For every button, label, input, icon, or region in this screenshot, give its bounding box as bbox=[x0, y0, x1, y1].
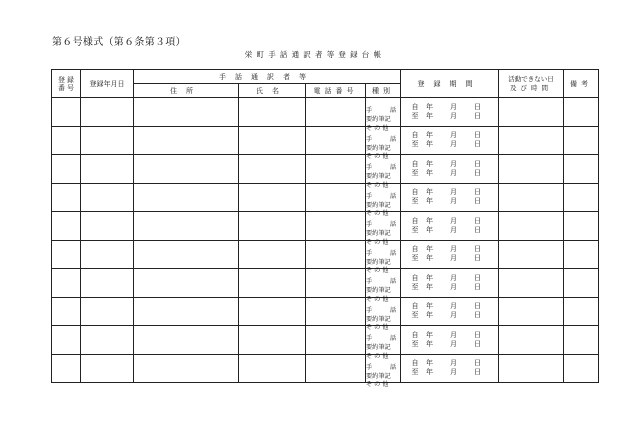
period-month-unit: 月 bbox=[450, 339, 457, 348]
phone-cell[interactable] bbox=[306, 98, 366, 127]
type-option-text: 要約筆記 bbox=[366, 287, 391, 295]
period-year-unit: 年 bbox=[426, 111, 433, 120]
type-option bbox=[366, 202, 398, 211]
table-row bbox=[52, 212, 599, 241]
type-option-text: 要約筆記 bbox=[366, 116, 391, 124]
remarks-cell[interactable] bbox=[564, 326, 599, 355]
period-month-unit: 月 bbox=[450, 245, 457, 254]
period-from-line bbox=[401, 274, 498, 283]
registration-ledger-table bbox=[51, 69, 599, 389]
period-day-unit: 日 bbox=[474, 216, 481, 225]
type-option-text: 要約筆記 bbox=[366, 372, 391, 380]
name-cell[interactable] bbox=[239, 297, 306, 326]
type-option bbox=[366, 210, 398, 219]
reg-date-cell[interactable] bbox=[81, 126, 134, 155]
type-option bbox=[366, 259, 398, 268]
page-title: 栄町手話通訳者等登録台帳 bbox=[244, 50, 386, 59]
name-cell[interactable] bbox=[239, 326, 306, 355]
period-day-unit: 日 bbox=[474, 168, 481, 177]
type-option bbox=[366, 287, 398, 296]
phone-cell[interactable] bbox=[306, 126, 366, 155]
phone-cell[interactable] bbox=[306, 326, 366, 355]
period-day-unit: 日 bbox=[474, 159, 481, 168]
name-cell[interactable] bbox=[239, 354, 306, 383]
type-option-text: 要約筆記 bbox=[366, 258, 391, 266]
address-cell[interactable] bbox=[134, 326, 239, 355]
remarks-cell[interactable] bbox=[564, 212, 599, 241]
unavailable-cell[interactable] bbox=[499, 212, 564, 241]
reg-no-cell[interactable] bbox=[52, 155, 81, 184]
type-option-text: そ の 他 bbox=[366, 352, 389, 360]
period-cell bbox=[401, 212, 499, 241]
phone-cell[interactable] bbox=[306, 354, 366, 383]
period-day-unit: 日 bbox=[474, 102, 481, 111]
header-reg-no-line2: 番 号 bbox=[58, 83, 74, 92]
period-from-label: 自 bbox=[411, 273, 419, 282]
type-option-text: 手 bbox=[366, 164, 373, 172]
reg-date-cell[interactable] bbox=[81, 183, 134, 212]
phone-cell[interactable] bbox=[306, 297, 366, 326]
period-day-unit: 日 bbox=[474, 225, 481, 234]
table-row bbox=[52, 269, 599, 298]
period-year-unit: 年 bbox=[426, 245, 433, 254]
type-option-text: 要約筆記 bbox=[366, 201, 391, 209]
type-option bbox=[366, 296, 398, 305]
period-day-unit: 日 bbox=[474, 302, 481, 311]
type-option-text: 話 bbox=[389, 221, 396, 229]
period-from-line bbox=[401, 331, 498, 340]
name-cell[interactable] bbox=[239, 126, 306, 155]
address-cell[interactable] bbox=[134, 212, 239, 241]
header-registration-date: 登録年月日 bbox=[81, 70, 134, 98]
type-option-text: 手 bbox=[366, 363, 373, 371]
period-from-label: 自 bbox=[411, 245, 419, 254]
header-type: 種別 bbox=[366, 84, 401, 98]
unavailable-cell[interactable] bbox=[499, 326, 564, 355]
name-cell[interactable] bbox=[239, 98, 306, 127]
table-row bbox=[52, 155, 599, 184]
period-to-line bbox=[401, 197, 498, 206]
table-row bbox=[52, 297, 599, 326]
period-day-unit: 日 bbox=[474, 282, 481, 291]
unavailable-cell[interactable] bbox=[499, 155, 564, 184]
period-to-line bbox=[401, 226, 498, 235]
period-from-line bbox=[401, 302, 498, 311]
period-year-unit: 年 bbox=[426, 131, 433, 140]
unavailable-cell[interactable] bbox=[499, 240, 564, 269]
address-cell[interactable] bbox=[134, 297, 239, 326]
remarks-cell[interactable] bbox=[564, 269, 599, 298]
reg-no-cell[interactable] bbox=[52, 297, 81, 326]
type-option bbox=[366, 193, 398, 202]
period-to-label: 至 bbox=[411, 339, 419, 348]
type-option-text: そ の 他 bbox=[366, 267, 389, 275]
type-option bbox=[366, 136, 398, 145]
period-from-line bbox=[401, 131, 498, 140]
type-option bbox=[366, 353, 398, 362]
address-cell[interactable] bbox=[134, 354, 239, 383]
period-day-unit: 日 bbox=[474, 311, 481, 320]
period-to-label: 至 bbox=[411, 197, 419, 206]
table-row bbox=[52, 240, 599, 269]
type-option bbox=[366, 145, 398, 154]
period-month-unit: 月 bbox=[450, 359, 457, 368]
period-from-line bbox=[401, 359, 498, 368]
period-year-unit: 年 bbox=[426, 225, 433, 234]
table-row bbox=[52, 183, 599, 212]
period-day-unit: 日 bbox=[474, 339, 481, 348]
period-day-unit: 日 bbox=[474, 131, 481, 140]
period-to-line bbox=[401, 340, 498, 349]
type-option bbox=[366, 116, 398, 125]
header-address: 住所 bbox=[134, 84, 239, 98]
name-cell[interactable] bbox=[239, 155, 306, 184]
period-from-line bbox=[401, 160, 498, 169]
reg-no-cell[interactable] bbox=[52, 269, 81, 298]
type-option bbox=[366, 278, 398, 287]
header-registration-number bbox=[52, 70, 81, 98]
remarks-cell[interactable] bbox=[564, 126, 599, 155]
header-name: 氏名 bbox=[239, 84, 306, 98]
period-month-unit: 月 bbox=[450, 311, 457, 320]
table-row bbox=[52, 354, 599, 383]
type-option bbox=[366, 221, 398, 230]
type-option-text: 手 bbox=[366, 221, 373, 229]
period-from-line bbox=[401, 188, 498, 197]
reg-date-cell[interactable] bbox=[81, 212, 134, 241]
type-option-text: そ の 他 bbox=[366, 153, 389, 161]
type-option bbox=[366, 307, 398, 316]
period-cell bbox=[401, 183, 499, 212]
remarks-cell[interactable] bbox=[564, 240, 599, 269]
type-option-text: 話 bbox=[389, 363, 396, 371]
reg-date-cell[interactable] bbox=[81, 326, 134, 355]
name-cell[interactable] bbox=[239, 240, 306, 269]
reg-date-cell[interactable] bbox=[81, 240, 134, 269]
type-option bbox=[366, 316, 398, 325]
period-month-unit: 月 bbox=[450, 254, 457, 263]
period-month-unit: 月 bbox=[450, 188, 457, 197]
type-option-text: 話 bbox=[389, 107, 396, 115]
reg-date-cell[interactable] bbox=[81, 269, 134, 298]
type-option-text: そ の 他 bbox=[366, 238, 389, 246]
type-option-text: そ の 他 bbox=[366, 124, 389, 132]
header-unavailable-line2: 及び時間 bbox=[510, 83, 552, 92]
period-day-unit: 日 bbox=[474, 188, 481, 197]
table-row bbox=[52, 126, 599, 155]
reg-no-cell[interactable] bbox=[52, 240, 81, 269]
period-to-line bbox=[401, 283, 498, 292]
period-month-unit: 月 bbox=[450, 330, 457, 339]
table-row bbox=[52, 98, 599, 127]
period-month-unit: 月 bbox=[450, 131, 457, 140]
reg-date-cell[interactable] bbox=[81, 98, 134, 127]
period-cell bbox=[401, 354, 499, 383]
period-year-unit: 年 bbox=[426, 254, 433, 263]
type-option-text: そ の 他 bbox=[366, 210, 389, 218]
period-from-line bbox=[401, 245, 498, 254]
period-year-unit: 年 bbox=[426, 159, 433, 168]
type-option bbox=[366, 153, 398, 162]
type-option-text: 手 bbox=[366, 306, 373, 314]
type-option-text: 手 bbox=[366, 249, 373, 257]
type-option-text: 手 bbox=[366, 192, 373, 200]
type-option-text: 話 bbox=[389, 135, 396, 143]
type-option bbox=[366, 381, 398, 390]
type-option bbox=[366, 125, 398, 134]
type-option bbox=[366, 230, 398, 239]
header-interpreter-group: 手話通訳者等 bbox=[134, 70, 401, 84]
unavailable-cell[interactable] bbox=[499, 183, 564, 212]
period-year-unit: 年 bbox=[426, 216, 433, 225]
type-option-text: 要約筆記 bbox=[366, 173, 391, 181]
header-remarks: 備考 bbox=[564, 70, 599, 98]
type-option-text: そ の 他 bbox=[366, 381, 389, 389]
type-option-text: 手 bbox=[366, 278, 373, 286]
type-option bbox=[366, 364, 398, 373]
period-from-line bbox=[401, 217, 498, 226]
phone-cell[interactable] bbox=[306, 240, 366, 269]
period-to-line bbox=[401, 140, 498, 149]
period-month-unit: 月 bbox=[450, 302, 457, 311]
period-from-line bbox=[401, 103, 498, 112]
type-option-text: そ の 他 bbox=[366, 295, 389, 303]
period-year-unit: 年 bbox=[426, 368, 433, 377]
period-day-unit: 日 bbox=[474, 368, 481, 377]
header-unavailable-line1: 活動できない日 bbox=[508, 74, 554, 83]
period-month-unit: 月 bbox=[450, 197, 457, 206]
type-option bbox=[366, 173, 398, 182]
period-year-unit: 年 bbox=[426, 140, 433, 149]
address-cell[interactable] bbox=[134, 155, 239, 184]
reg-no-cell[interactable] bbox=[52, 126, 81, 155]
address-cell[interactable] bbox=[134, 183, 239, 212]
period-to-label: 至 bbox=[411, 254, 419, 263]
period-year-unit: 年 bbox=[426, 188, 433, 197]
period-cell bbox=[401, 240, 499, 269]
period-year-unit: 年 bbox=[426, 102, 433, 111]
period-day-unit: 日 bbox=[474, 330, 481, 339]
address-cell[interactable] bbox=[134, 126, 239, 155]
reg-no-cell[interactable] bbox=[52, 354, 81, 383]
period-day-unit: 日 bbox=[474, 197, 481, 206]
type-option bbox=[366, 324, 398, 333]
type-option-text: 手 bbox=[366, 107, 373, 115]
period-month-unit: 月 bbox=[450, 225, 457, 234]
period-year-unit: 年 bbox=[426, 168, 433, 177]
period-month-unit: 月 bbox=[450, 102, 457, 111]
header-reg-no-line1: 登 録 bbox=[58, 75, 74, 84]
type-option-text: 話 bbox=[389, 249, 396, 257]
period-year-unit: 年 bbox=[426, 330, 433, 339]
period-from-label: 自 bbox=[411, 330, 419, 339]
reg-date-cell[interactable] bbox=[81, 297, 134, 326]
type-option-text: 話 bbox=[389, 278, 396, 286]
period-to-label: 至 bbox=[411, 111, 419, 120]
period-to-label: 至 bbox=[411, 140, 419, 149]
reg-date-cell[interactable] bbox=[81, 155, 134, 184]
phone-cell[interactable] bbox=[306, 212, 366, 241]
type-option-text: 要約筆記 bbox=[366, 144, 391, 152]
phone-cell[interactable] bbox=[306, 183, 366, 212]
name-cell[interactable] bbox=[239, 183, 306, 212]
period-to-line bbox=[401, 368, 498, 377]
phone-cell[interactable] bbox=[306, 155, 366, 184]
period-month-unit: 月 bbox=[450, 111, 457, 120]
period-month-unit: 月 bbox=[450, 216, 457, 225]
form-number-label: 第６号様式（第６条第３項） bbox=[52, 37, 186, 48]
period-year-unit: 年 bbox=[426, 282, 433, 291]
period-from-label: 自 bbox=[411, 216, 419, 225]
type-option-text: 話 bbox=[389, 335, 396, 343]
remarks-cell[interactable] bbox=[564, 354, 599, 383]
period-to-label: 至 bbox=[411, 225, 419, 234]
period-to-label: 至 bbox=[411, 368, 419, 377]
type-option bbox=[366, 267, 398, 276]
type-option-text: そ の 他 bbox=[366, 181, 389, 189]
phone-cell[interactable] bbox=[306, 269, 366, 298]
period-day-unit: 日 bbox=[474, 273, 481, 282]
period-cell bbox=[401, 269, 499, 298]
period-year-unit: 年 bbox=[426, 311, 433, 320]
period-from-label: 自 bbox=[411, 359, 419, 368]
period-to-label: 至 bbox=[411, 311, 419, 320]
period-day-unit: 日 bbox=[474, 111, 481, 120]
reg-date-cell[interactable] bbox=[81, 354, 134, 383]
period-month-unit: 月 bbox=[450, 368, 457, 377]
period-cell bbox=[401, 155, 499, 184]
period-from-label: 自 bbox=[411, 102, 419, 111]
type-option bbox=[366, 107, 398, 116]
period-day-unit: 日 bbox=[474, 359, 481, 368]
remarks-cell[interactable] bbox=[564, 155, 599, 184]
period-to-line bbox=[401, 112, 498, 121]
period-cell bbox=[401, 297, 499, 326]
period-to-line bbox=[401, 169, 498, 178]
type-option-text: 要約筆記 bbox=[366, 230, 391, 238]
header-unavailable-times bbox=[499, 70, 564, 98]
period-year-unit: 年 bbox=[426, 197, 433, 206]
address-cell[interactable] bbox=[134, 269, 239, 298]
type-option-text: 手 bbox=[366, 335, 373, 343]
reg-no-cell[interactable] bbox=[52, 183, 81, 212]
reg-no-cell[interactable] bbox=[52, 326, 81, 355]
remarks-cell[interactable] bbox=[564, 297, 599, 326]
header-phone: 電話番号 bbox=[306, 84, 366, 98]
period-to-line bbox=[401, 254, 498, 263]
period-month-unit: 月 bbox=[450, 159, 457, 168]
type-option bbox=[366, 182, 398, 191]
period-month-unit: 月 bbox=[450, 273, 457, 282]
period-month-unit: 月 bbox=[450, 282, 457, 291]
period-from-label: 自 bbox=[411, 131, 419, 140]
ledger-body bbox=[52, 98, 599, 389]
type-option bbox=[366, 373, 398, 382]
table-row bbox=[52, 326, 599, 355]
period-day-unit: 日 bbox=[474, 254, 481, 263]
reg-no-cell[interactable] bbox=[52, 98, 81, 127]
unavailable-cell[interactable] bbox=[499, 354, 564, 383]
period-from-label: 自 bbox=[411, 159, 419, 168]
period-day-unit: 日 bbox=[474, 245, 481, 254]
unavailable-cell[interactable] bbox=[499, 98, 564, 127]
address-cell[interactable] bbox=[134, 98, 239, 127]
type-option bbox=[366, 164, 398, 173]
reg-no-cell[interactable] bbox=[52, 212, 81, 241]
name-cell[interactable] bbox=[239, 269, 306, 298]
type-option-text: 話 bbox=[389, 192, 396, 200]
period-to-label: 至 bbox=[411, 168, 419, 177]
period-cell bbox=[401, 126, 499, 155]
period-from-label: 自 bbox=[411, 302, 419, 311]
remarks-cell[interactable] bbox=[564, 98, 599, 127]
period-month-unit: 月 bbox=[450, 140, 457, 149]
type-option-text: そ の 他 bbox=[366, 324, 389, 332]
period-day-unit: 日 bbox=[474, 140, 481, 149]
type-option bbox=[366, 335, 398, 344]
type-option-text: 話 bbox=[389, 164, 396, 172]
period-year-unit: 年 bbox=[426, 339, 433, 348]
type-cell bbox=[366, 98, 401, 132]
period-year-unit: 年 bbox=[426, 359, 433, 368]
unavailable-cell[interactable] bbox=[499, 126, 564, 155]
type-option-text: 手 bbox=[366, 135, 373, 143]
period-year-unit: 年 bbox=[426, 302, 433, 311]
period-from-label: 自 bbox=[411, 188, 419, 197]
period-year-unit: 年 bbox=[426, 273, 433, 282]
remarks-cell[interactable] bbox=[564, 183, 599, 212]
period-month-unit: 月 bbox=[450, 168, 457, 177]
period-cell bbox=[401, 326, 499, 355]
period-cell bbox=[401, 98, 499, 127]
type-option bbox=[366, 239, 398, 248]
type-option-text: 要約筆記 bbox=[366, 344, 391, 352]
header-registration-period: 登録期間 bbox=[401, 70, 499, 98]
type-option bbox=[366, 344, 398, 353]
name-cell[interactable] bbox=[239, 212, 306, 241]
type-option bbox=[366, 250, 398, 259]
period-to-label: 至 bbox=[411, 282, 419, 291]
type-option-text: 話 bbox=[389, 306, 396, 314]
type-option-text: 要約筆記 bbox=[366, 315, 391, 323]
unavailable-cell[interactable] bbox=[499, 297, 564, 326]
period-to-line bbox=[401, 311, 498, 320]
unavailable-cell[interactable] bbox=[499, 269, 564, 298]
address-cell[interactable] bbox=[134, 240, 239, 269]
